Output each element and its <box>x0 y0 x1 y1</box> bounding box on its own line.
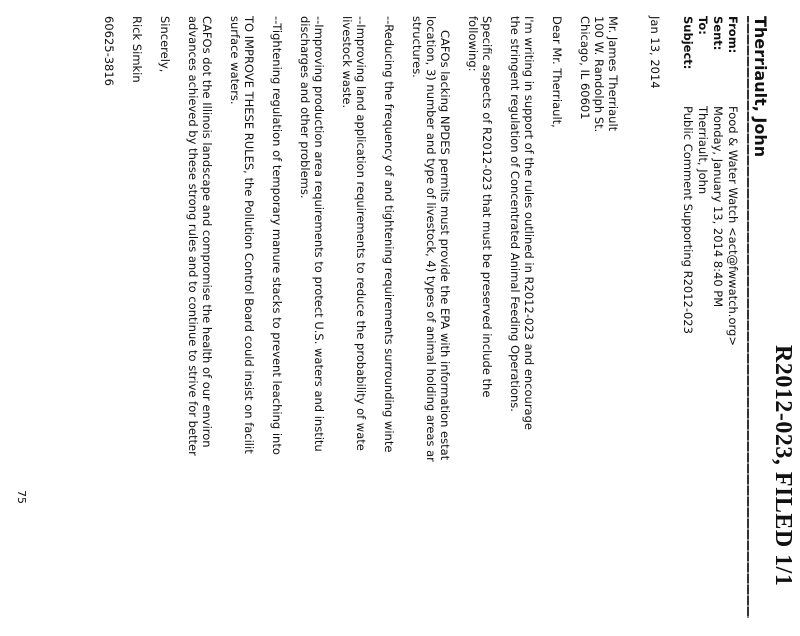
header-sent-row <box>710 16 725 618</box>
page-number: 75 <box>15 490 28 504</box>
letter-date: Jan 13, 2014 <box>648 16 662 89</box>
npdes-paragraph: CAFOs lacking NPDES permits must provide the EPA with information estat location, 3) number and type of livestock, 4) types of animal holding areas ar structures. <box>410 16 452 462</box>
header-label: From: <box>726 16 740 54</box>
filing-stamp: R2012-023, FILED 1/1 <box>770 345 796 587</box>
header-value: Therriault, John <box>696 106 710 195</box>
manure-stacks-item: --Tightening regulation of temporary manure stacks to prevent leaching into <box>270 16 284 455</box>
closing: Sincerely, <box>158 16 172 73</box>
signer-name: Rick Simkin <box>130 16 144 83</box>
header-label: Sent: <box>711 16 725 51</box>
header-label: Subject: <box>681 16 695 70</box>
header-value: Monday, January 13, 2014 8:40 PM <box>711 106 725 308</box>
header-to-row <box>695 16 710 618</box>
header-value: Public Comment Supporting R2012-023 <box>681 106 695 334</box>
production-area-item: --Improving production area requirements to protect U.S. waters and institu discharges and other problems. <box>298 16 326 452</box>
header-from-row <box>725 16 740 618</box>
signer-zip: 60625-3816 <box>102 16 116 86</box>
improve-rules-paragraph: TO IMPROVE THESE RULES, the Pollution Control Board could insist on facilit surface waters. <box>228 16 256 454</box>
aspects-paragraph: Specific aspects of R2012-023 that must be preserved include the following: <box>466 16 494 398</box>
email-header <box>680 16 740 618</box>
land-application-item: --Improving land application requirements to reduce the probability of wate livestock waste. <box>340 16 368 451</box>
header-divider <box>747 16 749 618</box>
reducing-item: --Reducing the frequency of and tightening requirements surrounding winte <box>382 16 396 453</box>
letter-body <box>102 16 662 636</box>
intro-paragraph: I'm writing in support of the rules outlined in R2012-023 and encourage the stringent regulation of Concentrated Animal Feeding Operations. <box>508 16 536 430</box>
sender-name: Therriault, John <box>751 16 770 158</box>
header-label: To: <box>696 16 710 35</box>
landscape-paragraph: CAFOs dot the Illinois landscape and compromise the health of our environ advances achieved by these strong rules and to continue to strive for better <box>186 16 214 456</box>
header-value: Food & Water Watch <act@fwwatch.org> <box>726 106 740 346</box>
recipient-address: Mr. James Therriault 100 W. Randolph St. Chicago, IL 60601 <box>578 16 620 133</box>
salutation: Dear Mr. Therriault, <box>550 16 564 128</box>
header-subject-row <box>680 16 695 618</box>
